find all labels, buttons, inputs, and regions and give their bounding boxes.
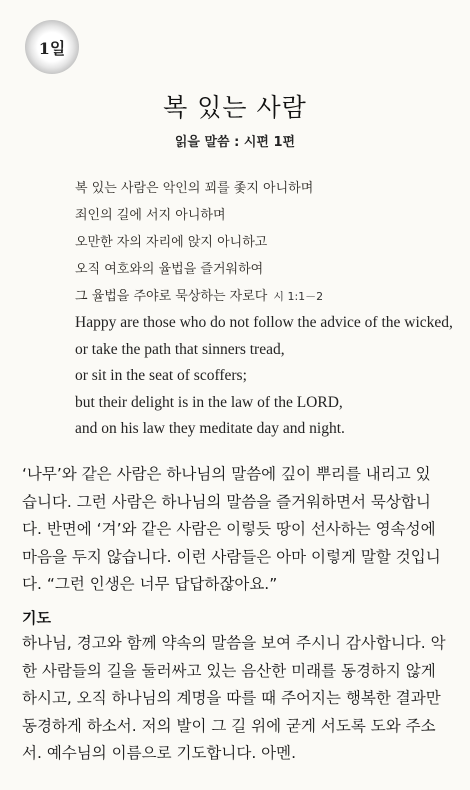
- day-badge: [25, 20, 79, 74]
- prayer-heading: 기도: [22, 609, 51, 627]
- prayer-line: 하시고, 오직 하나님의 계명을 따를 때 주어지는 행복한 결과만: [22, 689, 441, 708]
- scripture-english-line: or sit in the seat of scoffers;: [75, 367, 247, 384]
- page-title: 복 있는 사람: [163, 93, 307, 122]
- prayer-line: 하나님, 경고와 함께 약속의 말씀을 보여 주시니 감사합니다. 악: [22, 634, 446, 652]
- scripture-reference: 시 1:1－2: [273, 290, 324, 303]
- meditation-line: 다. 반면에 ‘겨’와 같은 사람은 이렇듯 땅이 선사하는 영속성에: [22, 520, 436, 539]
- prayer-line: 서. 예수님의 이름으로 기도합니다. 아멘.: [22, 744, 297, 763]
- scripture-korean-line: 오직 여호와의 율법을 즐거워하여: [75, 262, 264, 277]
- prayer-paragraph: [22, 630, 454, 768]
- day-badge-label: 1일: [38, 38, 66, 58]
- scripture-passage: [75, 175, 455, 443]
- scripture-english-line: but their delight is in the law of the LORD,: [75, 393, 343, 411]
- scripture-korean-line-last: [75, 283, 455, 310]
- meditation-line: 다. “그런 인생은 너무 답답하잖아요.”: [22, 575, 278, 594]
- meditation-line: 습니다. 그런 사람은 하나님의 말씀을 즐거워하면서 묵상합니: [22, 492, 431, 511]
- scripture-english-line: and on his law they meditate day and night.: [75, 420, 345, 437]
- scripture-korean-text: 그 율법을 주야로 묵상하는 자로다: [75, 289, 268, 304]
- meditation-line: ‘나무’와 같은 사람은 하나님의 말씀에 깊이 뿌리를 내리고 있: [22, 465, 431, 483]
- prayer-line: 동경하게 하소서. 저의 발이 그 길 위에 굳게 서도록 도와 주소: [22, 716, 436, 735]
- meditation-line: 마음을 두지 않습니다. 이런 사람들은 아마 이렇게 말할 것입니: [22, 547, 441, 566]
- scripture-english-line: Happy are those who do not follow the advice of the wicked,: [75, 314, 453, 331]
- scripture-korean-line: 오만한 자의 자리에 앉지 아니하고: [75, 235, 268, 250]
- scripture-korean-line: 죄인의 길에 서지 아니하며: [75, 208, 226, 223]
- reading-subtitle: 읽을 말씀 : 시편 1편: [174, 135, 296, 150]
- prayer-line: 한 사람들의 길을 둘러싸고 있는 음산한 미래를 동경하지 않게: [22, 661, 436, 680]
- scripture-english-line: or take the path that sinners tread,: [75, 340, 285, 358]
- scripture-korean-line: 복 있는 사람은 악인의 꾀를 좇지 아니하며: [75, 181, 314, 196]
- meditation-paragraph: [22, 461, 454, 599]
